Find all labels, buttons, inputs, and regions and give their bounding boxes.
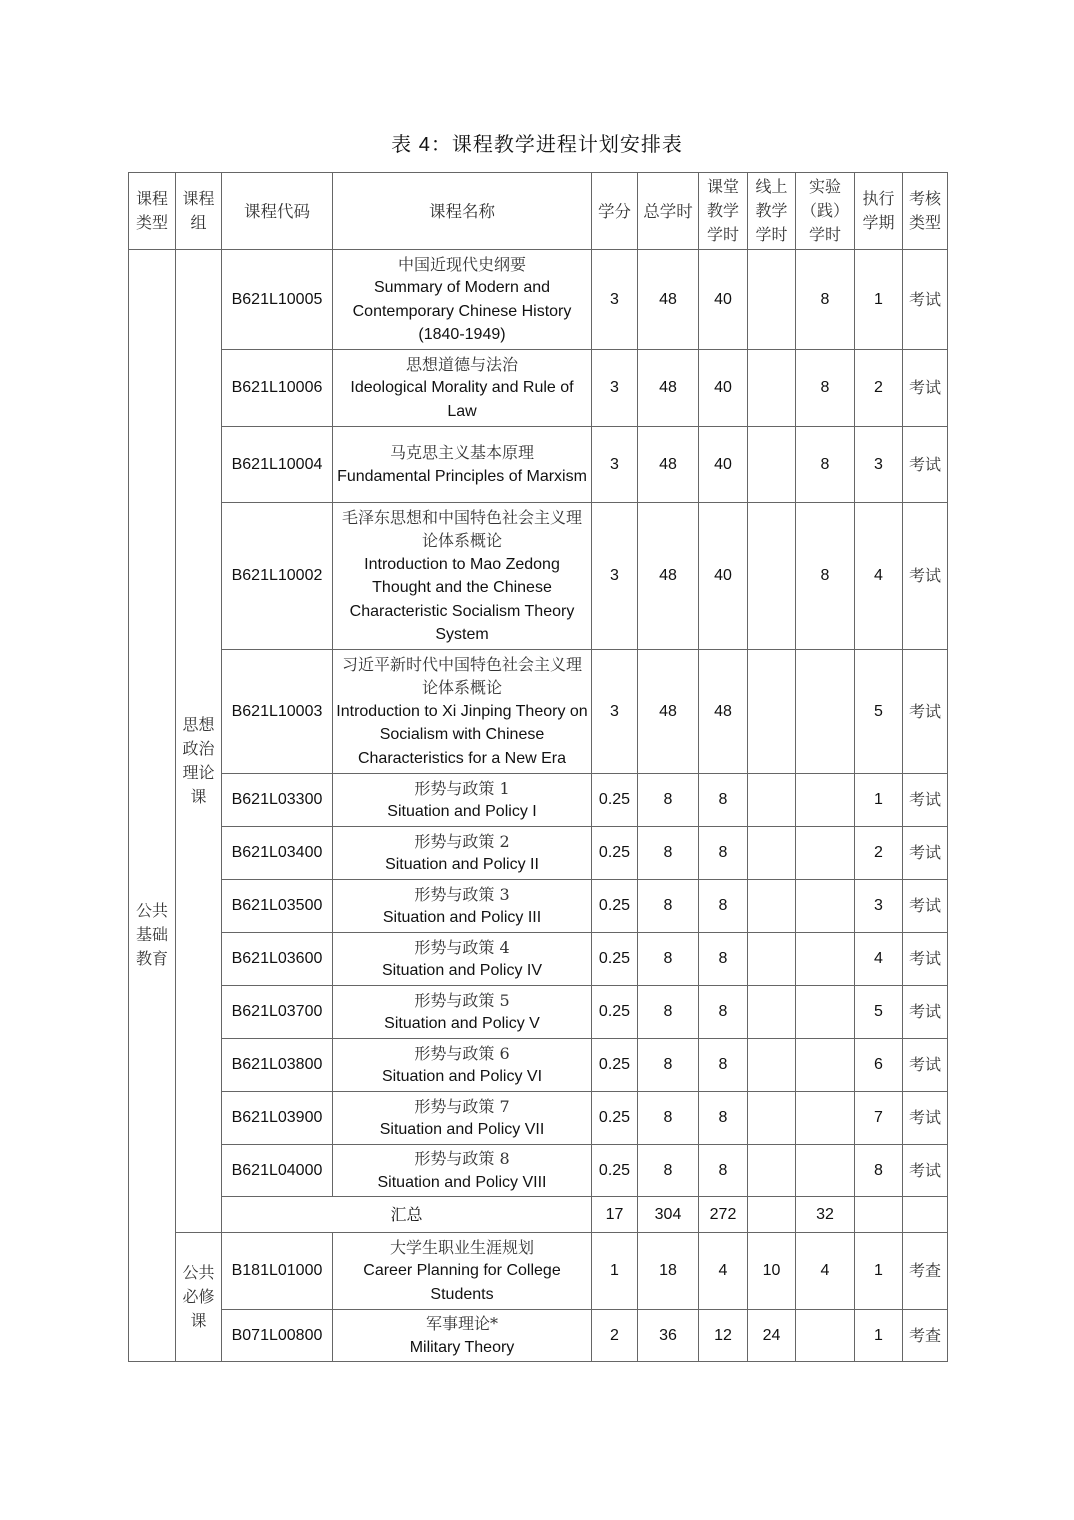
course-name-en: Situation and Policy II [385,856,539,873]
course-name-cn: 形势与政策 7 [414,1096,510,1116]
course-name-en: Situation and Policy V [384,1015,540,1032]
summary-online-hours-cell [748,1197,796,1233]
semester-cell: 6 [855,1039,903,1092]
assessment-cell: 考试 [903,1092,948,1145]
practice-hours-cell [796,933,855,986]
classroom-hours-cell: 48 [699,650,748,774]
total-hours-cell: 36 [638,1310,699,1362]
semester-cell: 2 [855,827,903,880]
semester-cell: 5 [855,650,903,774]
course-code-cell: B621L10005 [222,250,333,350]
credits-cell: 0.25 [592,1145,638,1197]
summary-row [129,1197,948,1233]
summary-assessment-cell [903,1197,948,1233]
total-hours-cell: 48 [638,350,699,427]
assessment-cell: 考试 [903,350,948,427]
online-hours-cell [748,1145,796,1197]
practice-hours-cell [796,1039,855,1092]
assessment-cell: 考试 [903,827,948,880]
assessment-cell: 考试 [903,1039,948,1092]
header-classroom-hours: 课堂教学学时 [699,173,748,250]
course-name-cell [333,1092,592,1145]
course-name-cn: 马克思主义基本原理 [389,443,534,462]
assessment-cell: 考试 [903,250,948,350]
table-row [129,986,948,1039]
online-hours-cell [748,1039,796,1092]
course-plan-table [128,172,948,1362]
practice-hours-cell: 8 [796,250,855,350]
course-group-label: 思想政治理论课 [182,714,215,806]
credits-cell: 0.25 [592,933,638,986]
course-group-label: 公共必修课 [182,1262,215,1330]
header-semester: 执行学期 [855,173,903,250]
course-code-cell: B621L03800 [222,1039,333,1092]
practice-hours-cell: 8 [796,427,855,503]
course-type-label: 公共基础教育 [135,901,168,969]
course-name-cell [333,1233,592,1310]
table-row [129,1233,948,1310]
table-row [129,427,948,503]
semester-cell: 1 [855,1310,903,1362]
total-hours-cell: 18 [638,1233,699,1310]
practice-hours-cell [796,774,855,827]
online-hours-cell [748,880,796,933]
semester-cell: 4 [855,933,903,986]
table-title: 表 4：课程教学进程计划安排表 [391,134,683,156]
course-name-en: Introduction to Xi Jinping Theory on Socialism with Chinese Characteristics for a New Era [336,702,588,767]
credits-cell: 0.25 [592,986,638,1039]
total-hours-cell: 8 [638,774,699,827]
online-hours-cell: 24 [748,1310,796,1362]
course-name-en: Situation and Policy VI [381,1068,543,1085]
assessment-cell: 考查 [903,1310,948,1362]
semester-cell: 1 [855,250,903,350]
course-code-cell: B621L10002 [222,503,333,650]
course-code-cell: B621L03300 [222,774,333,827]
practice-hours-cell [796,1145,855,1197]
practice-hours-cell [796,1310,855,1362]
summary-practice-hours-cell: 32 [796,1197,855,1233]
table-row [129,1039,948,1092]
credits-cell: 3 [592,250,638,350]
total-hours-cell: 8 [638,1039,699,1092]
header-total-hours: 总学时 [638,173,699,250]
credits-cell: 3 [592,427,638,503]
table-row [129,1092,948,1145]
course-name-cn: 形势与政策 5 [414,990,510,1010]
course-code-cell: B621L04000 [222,1145,333,1197]
summary-total-hours-cell: 304 [638,1197,699,1233]
assessment-cell: 考试 [903,933,948,986]
practice-hours-cell: 8 [796,350,855,427]
course-name-en: Situation and Policy I [387,803,537,820]
course-code-cell: B621L03600 [222,933,333,986]
course-group-cell [176,1233,222,1362]
online-hours-cell [748,827,796,880]
assessment-cell: 考试 [903,503,948,650]
practice-hours-cell [796,650,855,774]
course-name-cn: 军事理论* [425,1314,498,1333]
course-name-en: Introduction to Mao Zedong Thought and the Chinese Characteristic Socialism Theory System [349,555,575,643]
online-hours-cell: 10 [748,1233,796,1310]
credits-cell: 2 [592,1310,638,1362]
practice-hours-cell [796,827,855,880]
total-hours-cell: 48 [638,650,699,774]
classroom-hours-cell: 40 [699,427,748,503]
summary-classroom-hours-cell: 272 [699,1197,748,1233]
online-hours-cell [748,1092,796,1145]
course-name-en: Military Theory [409,1338,515,1356]
table-row [129,880,948,933]
header-practice-hours: 实验（践）学时 [796,173,855,250]
table-row [129,350,948,427]
header-row [129,173,948,250]
course-code-cell: B621L10003 [222,650,333,774]
header-course-name: 课程名称 [333,173,592,250]
classroom-hours-cell: 40 [699,503,748,650]
classroom-hours-cell: 8 [699,774,748,827]
assessment-cell: 考试 [903,774,948,827]
course-name-cell [333,350,592,427]
header-credits: 学分 [592,173,638,250]
online-hours-cell [748,350,796,427]
semester-cell: 1 [855,774,903,827]
semester-cell: 1 [855,1233,903,1310]
course-name-en: Situation and Policy VII [379,1121,545,1138]
course-name-cell [333,1310,592,1362]
course-name-en: Fundamental Principles of Marxism [337,467,587,485]
course-name-cn: 形势与政策 1 [414,778,510,798]
course-name-cell [333,933,592,986]
course-name-en: Career Planning for College Students [363,1262,561,1303]
course-code-cell: B621L03500 [222,880,333,933]
total-hours-cell: 8 [638,880,699,933]
semester-cell: 8 [855,1145,903,1197]
course-name-cn: 大学生职业生涯规划 [389,1237,534,1257]
credits-cell: 0.25 [592,1039,638,1092]
summary-label: 汇总 [222,1197,592,1233]
online-hours-cell [748,427,796,503]
summary-semester-cell [855,1197,903,1233]
classroom-hours-cell: 8 [699,827,748,880]
classroom-hours-cell: 8 [699,986,748,1039]
total-hours-cell: 8 [638,1092,699,1145]
table-row [129,1145,948,1197]
course-name-cell [333,827,592,880]
classroom-hours-cell: 8 [699,933,748,986]
course-name-cn: 形势与政策 3 [414,884,510,904]
online-hours-cell [748,986,796,1039]
practice-hours-cell [796,1092,855,1145]
total-hours-cell: 48 [638,503,699,650]
table-row [129,650,948,774]
total-hours-cell: 48 [638,427,699,503]
course-name-cn: 思想道德与法治 [405,354,518,374]
semester-cell: 4 [855,503,903,650]
course-code-cell: B621L10004 [222,427,333,503]
course-name-en: Ideological Morality and Rule of Law [350,379,574,420]
table-row [129,774,948,827]
assessment-cell: 考试 [903,880,948,933]
course-name-en: Summary of Modern and Contemporary Chinese History (1840-1949) [352,279,572,343]
semester-cell: 5 [855,986,903,1039]
classroom-hours-cell: 40 [699,250,748,350]
assessment-cell: 考查 [903,1233,948,1310]
credits-cell: 3 [592,503,638,650]
classroom-hours-cell: 4 [699,1233,748,1310]
practice-hours-cell [796,880,855,933]
total-hours-cell: 8 [638,827,699,880]
course-code-cell: B181L01000 [222,1233,333,1310]
assessment-cell: 考试 [903,650,948,774]
classroom-hours-cell: 8 [699,880,748,933]
practice-hours-cell: 4 [796,1233,855,1310]
table-row [129,1310,948,1362]
semester-cell: 3 [855,880,903,933]
header-online-hours: 线上教学学时 [748,173,796,250]
course-code-cell: B621L03700 [222,986,333,1039]
course-name-cell [333,427,592,503]
course-name-cell [333,1039,592,1092]
assessment-cell: 考试 [903,986,948,1039]
credits-cell: 0.25 [592,827,638,880]
semester-cell: 7 [855,1092,903,1145]
course-code-cell: B071L00800 [222,1310,333,1362]
course-code-cell: B621L10006 [222,350,333,427]
course-name-en: Situation and Policy III [382,909,542,926]
classroom-hours-cell: 8 [699,1039,748,1092]
course-type-cell [129,250,176,1362]
online-hours-cell [748,250,796,350]
total-hours-cell: 8 [638,1145,699,1197]
practice-hours-cell: 8 [796,503,855,650]
course-name-cn: 习近平新时代中国特色社会主义理论体系概论 [341,654,582,698]
assessment-cell: 考试 [903,1145,948,1197]
course-code-cell: B621L03400 [222,827,333,880]
header-course-group: 课程组 [176,173,222,250]
total-hours-cell: 8 [638,933,699,986]
course-name-cell [333,880,592,933]
total-hours-cell: 48 [638,250,699,350]
header-course-type: 课程类型 [129,173,176,250]
course-name-cn: 形势与政策 4 [414,937,510,957]
course-name-en: Situation and Policy IV [381,962,543,979]
semester-cell: 2 [855,350,903,427]
classroom-hours-cell: 40 [699,350,748,427]
course-name-cn: 形势与政策 2 [414,831,510,851]
classroom-hours-cell: 8 [699,1092,748,1145]
credits-cell: 0.25 [592,774,638,827]
online-hours-cell [748,503,796,650]
course-name-cn: 毛泽东思想和中国特色社会主义理论体系概论 [341,507,582,550]
course-name-cell [333,1145,592,1197]
course-name-cn: 形势与政策 8 [414,1149,510,1168]
online-hours-cell [748,774,796,827]
table-row [129,933,948,986]
classroom-hours-cell: 8 [699,1145,748,1197]
semester-cell: 3 [855,427,903,503]
table-row [129,827,948,880]
course-group-cell [176,250,222,1233]
course-name-cell [333,986,592,1039]
total-hours-cell: 8 [638,986,699,1039]
credits-cell: 0.25 [592,880,638,933]
table-row [129,503,948,650]
credits-cell: 0.25 [592,1092,638,1145]
course-name-cn: 形势与政策 6 [414,1043,510,1063]
online-hours-cell [748,650,796,774]
credits-cell: 3 [592,650,638,774]
classroom-hours-cell: 12 [699,1310,748,1362]
course-name-cell [333,250,592,350]
assessment-cell: 考试 [903,427,948,503]
course-code-cell: B621L03900 [222,1092,333,1145]
credits-cell: 3 [592,350,638,427]
online-hours-cell [748,933,796,986]
header-assessment: 考核类型 [903,173,948,250]
course-name-cell [333,650,592,774]
header-course-code: 课程代码 [222,173,333,250]
practice-hours-cell [796,986,855,1039]
course-name-cell [333,503,592,650]
credits-cell: 1 [592,1233,638,1310]
course-name-cell [333,774,592,827]
course-name-en: Situation and Policy VIII [377,1173,547,1191]
course-name-cn: 中国近现代史纲要 [397,254,526,274]
summary-credits-cell: 17 [592,1197,638,1233]
table-row [129,250,948,350]
